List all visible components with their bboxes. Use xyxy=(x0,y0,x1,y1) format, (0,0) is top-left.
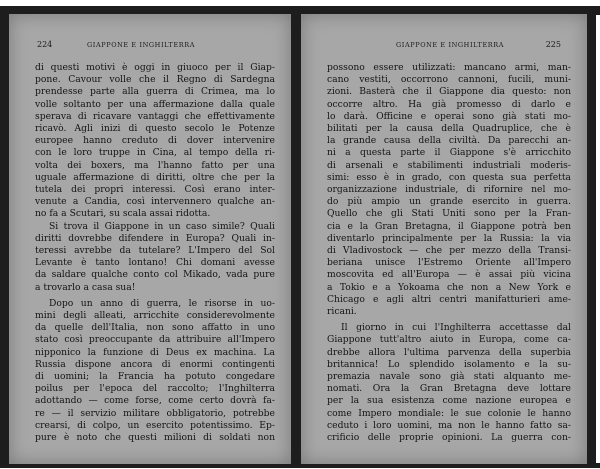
scan-border-right xyxy=(586,6,596,466)
text-line: di uomini; la Francia ha potuto congedare xyxy=(35,371,275,383)
text-line: possono essere utilizzati: mancano armi, man- xyxy=(327,62,571,73)
text-line: per la sua esistenza come nazione europea e xyxy=(327,395,571,407)
right-running-head: GIAPPONE E INGHILTERRA xyxy=(396,41,505,49)
text-line: nipponico la funzione di Deus ex machina. La xyxy=(35,346,275,358)
text-line: teressi avrebbe da tutelare? L'Impero del Sol xyxy=(35,245,275,257)
text-line: crificio delle proprie opinioni. La guerra con- xyxy=(327,432,571,444)
text-line: premazia navale sono già stati alquanto me- xyxy=(327,371,571,383)
text-line: pure è noto che questi milioni di soldati non xyxy=(35,432,275,444)
text-line: lo darà. Officine e operai sono già stati mo- xyxy=(327,110,571,122)
text-line: ceduto i loro uomini, ma non le hanno fatto sa- xyxy=(327,419,571,431)
text-line: la grande causa della civiltà. Da parecchi an- xyxy=(327,135,571,147)
text-line: ni a questa parte il Giappone s'è arricchito xyxy=(327,147,571,159)
text-line: Giappone tutt'altro aiuto in Europa, come ca- xyxy=(327,334,571,346)
left-page-text xyxy=(35,62,275,444)
text-line: Levante è tanto lontano! Chi domani avesse xyxy=(35,257,275,269)
left-page xyxy=(9,14,291,464)
text-line: mini degli alleati, arricchite considerevolmente xyxy=(35,310,275,322)
text-line: a Tokio e a Yokoama che non a New York e xyxy=(327,281,571,293)
text-line: bilitati per la causa della Quadruplice, che è xyxy=(327,123,571,135)
text-line: britannica! Lo splendido isolamento e la su- xyxy=(327,358,571,370)
text-line: drebbe allora l'ultima parvenza della superbia xyxy=(327,346,571,358)
text-line: sperava di ricavare vantaggi che effettivamente xyxy=(35,110,275,122)
text-line: crearsi, di colpo, un esercito potentissimo. Ep- xyxy=(35,419,275,431)
text-line: di Vladivostock — che per mezzo della Transi- xyxy=(327,245,571,257)
text-line: volta dei boxers, ma l'hanno fatto per una xyxy=(35,159,275,171)
text-line: cia e la Gran Bretagna, il Giappone potrà ben xyxy=(327,220,571,232)
text-line: Quello che gli Stati Uniti sono per la Fran- xyxy=(327,208,571,220)
text-line: da saldare qualche conto col Mikado, vada pure xyxy=(35,269,275,281)
text-line: Chicago e agli altri centri manifatturieri ame- xyxy=(327,293,571,305)
text-line: Dopo un anno di guerra, le risorse in uo- xyxy=(49,297,275,309)
text-line: diventarlo principalmente per la Russia: la via xyxy=(327,232,571,244)
text-line: ricani. xyxy=(327,306,357,318)
text-line: a trovarlo a casa sua! xyxy=(35,281,136,293)
text-line: come Impero mondiale: le sue colonie le hanno xyxy=(327,407,571,419)
text-line: cano vestiti, occorrono cannoni, fucili, muni- xyxy=(327,74,571,86)
text-line: Il giorno in cui l'Inghilterra accettasse dal xyxy=(341,322,571,334)
left-running-head: GIAPPONE E INGHILTERRA xyxy=(87,41,196,49)
text-line: Russia dispone ancora di enormi contingenti xyxy=(35,358,275,370)
text-line: nomati. Ora la Gran Bretagna deve lottare xyxy=(327,383,571,395)
text-line: Si trova il Giappone in un caso simile? Quali xyxy=(49,220,275,232)
text-line: poilus per l'epoca del raccolto; l'Inghilterra xyxy=(35,383,275,395)
text-line: da quelle dell'Italia, non sono affatto in uno xyxy=(35,322,275,334)
text-line: venute a Candia, così intervennero qualche an- xyxy=(35,196,275,208)
text-line: organizzazione industriale, di rifornire nel mo- xyxy=(327,184,571,196)
text-line: simi: esso è in grado, con questa sua perfetta xyxy=(327,171,571,183)
text-line: volle soltanto per una affermazione dalla quale xyxy=(35,98,275,110)
text-line: occorre altro. Ha già promesso di darlo e xyxy=(327,98,571,110)
text-line: no fa a Scutari, su scala assai ridotta. xyxy=(35,208,211,220)
text-line: moscovita ed all'Europa — è assai più vicina xyxy=(327,269,571,281)
text-line: con le loro truppe in Cina, al tempo della ri- xyxy=(35,147,275,159)
right-page-number: 225 xyxy=(545,40,561,49)
left-page-number: 224 xyxy=(37,40,53,49)
text-line: pone. Cavour volle che il Regno di Sardegna xyxy=(35,74,275,86)
text-line: diritti dovrebbe difendere in Europa? Quali in- xyxy=(35,232,275,244)
text-line: europee hanno creduto di dover intervenire xyxy=(35,135,275,147)
text-line: re — il servizio militare obbligatorio, potrebbe xyxy=(35,407,275,419)
text-line: prendesse parte alla guerra di Crimea, ma lo xyxy=(35,86,275,98)
text-line: do più ampio un grande esercito in guerra. xyxy=(327,196,571,208)
text-line: di questi motivi è oggi in giuoco per il Giap- xyxy=(35,62,275,73)
text-line: zioni. Basterà che il Giappone dia questo: non xyxy=(327,86,571,98)
text-line: uguale affermazione di diritti, oltre che per la xyxy=(35,171,275,183)
right-page xyxy=(301,14,587,464)
text-line: ricavò. Agli inizi di questo secolo le Potenze xyxy=(35,123,275,135)
right-page-text xyxy=(327,62,571,444)
text-line: tutela dei propri interessi. Così erano inter- xyxy=(35,184,275,196)
text-line: beriana unisce l'Estremo Oriente all'Impero xyxy=(327,257,571,269)
text-line: stato così preoccupante da attribuire all'Impero xyxy=(35,334,275,346)
text-line: di arsenali e stabilimenti industriali moderis- xyxy=(327,159,571,171)
text-line: adottando — come forse, come certo dovrà fa- xyxy=(35,395,275,407)
